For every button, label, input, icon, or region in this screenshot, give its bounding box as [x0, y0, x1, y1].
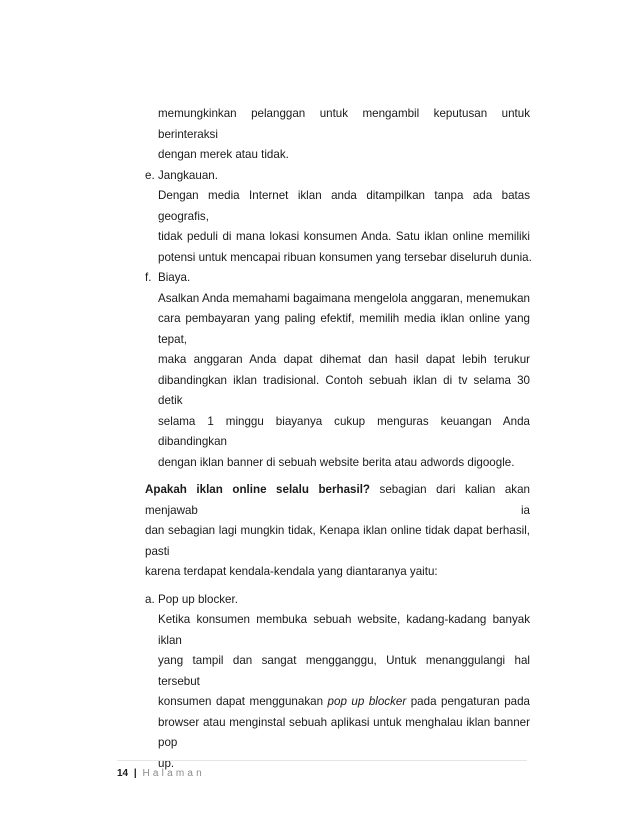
text-line: karena terdapat kendala-kendala yang diantaranya yaitu:: [145, 565, 438, 578]
text-line: [158, 692, 530, 713]
list-item-title: Jangkauan.: [158, 168, 218, 182]
text-line: yang tampil dan sangat mengganggu, Untuk menanggulangi hal tersebut: [158, 654, 530, 688]
page-footer: [117, 768, 205, 779]
list-label: f.: [145, 271, 152, 284]
page-body: [145, 104, 530, 774]
text-line: potensi untuk mencapai ribuan konsumen yang tersebar diseluruh dunia.: [158, 250, 532, 264]
text-line: Dengan media Internet iklan anda ditampilkan tanpa ada batas geografis,: [158, 189, 530, 223]
text-line: memungkinkan pelanggan untuk mengambil keputusan untuk berinteraksi: [158, 107, 530, 141]
question-paragraph: [145, 480, 530, 583]
question-heading: Apakah iklan online selalu berhasil?: [145, 483, 371, 496]
page-number: 14: [117, 768, 129, 779]
text-line: dibandingkan iklan tradisional. Contoh sebuah iklan di tv selama 30 detik: [158, 373, 530, 407]
list-item-f: [145, 268, 530, 473]
list-item-e: [145, 166, 530, 269]
continued-paragraph: [145, 104, 530, 166]
italic-term: pop up blocker: [327, 695, 407, 708]
text-line: browser atau menginstal sebuah aplikasi untuk menghalau iklan banner pop: [158, 715, 530, 749]
text-line: up.: [158, 756, 175, 770]
text-line: [145, 480, 530, 521]
list-item-a: [145, 590, 530, 775]
footer-word: Halaman: [142, 768, 205, 779]
text-line: cara pembayaran yang paling efektif, memilih media iklan online yang tepat,: [158, 312, 530, 346]
question-rest: sebagian dari kalian akan menjawab ia: [145, 483, 530, 517]
list-item-title: Pop up blocker.: [158, 592, 238, 606]
text-segment: pada pengaturan pada: [406, 695, 530, 708]
text-line: Ketika konsumen membuka sebuah website, kadang-kadang banyak iklan: [158, 613, 530, 647]
text-line: dengan merek atau tidak.: [158, 148, 289, 161]
footer-rule: [117, 760, 527, 761]
text-line: dengan iklan banner di sebuah website berita atau adwords digoogle.: [158, 455, 515, 469]
text-line: Asalkan Anda memahami bagaimana mengelola anggaran, menemukan: [158, 291, 530, 305]
list-label: e.: [145, 168, 155, 182]
text-segment: konsumen dapat menggunakan: [158, 695, 328, 708]
footer-separator: |: [133, 768, 137, 779]
list-label: a.: [145, 592, 155, 606]
text-line: maka anggaran Anda dapat dihemat dan hasil dapat lebih terukur: [158, 353, 530, 366]
list-item-title: Biaya.: [158, 271, 191, 284]
text-line: dan sebagian lagi mungkin tidak, Kenapa iklan online tidak dapat berhasil, pasti: [145, 524, 530, 558]
text-line: selama 1 minggu biayanya cukup menguras keuangan Anda dibandingkan: [158, 414, 530, 448]
text-line: tidak peduli di mana lokasi konsumen Anda. Satu iklan online memiliki: [158, 230, 530, 243]
